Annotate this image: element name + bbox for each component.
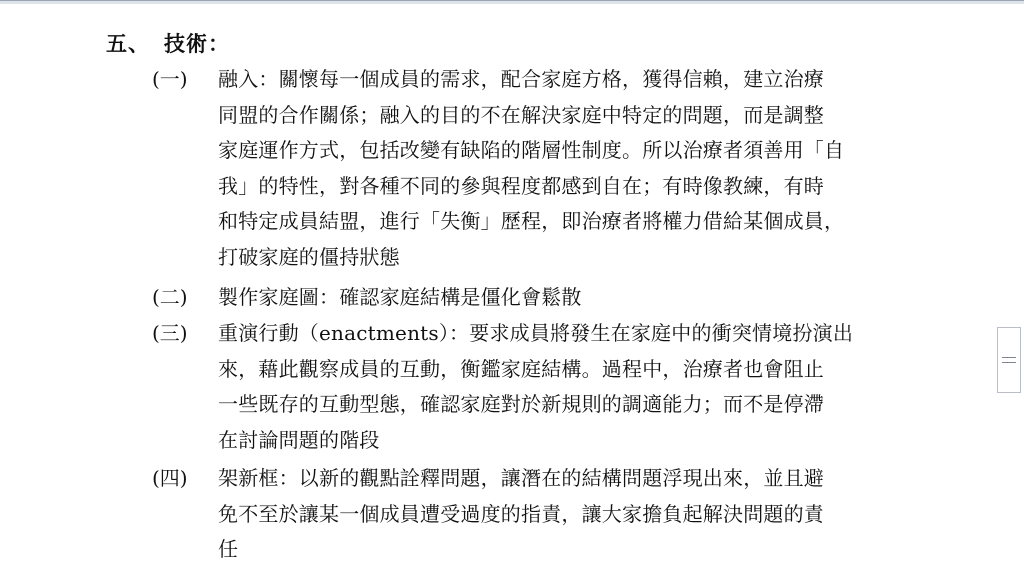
paragraph-line: 同盟的合作關係；融入的目的不在解決家庭中特定的問題，而是調整	[218, 102, 824, 127]
paragraph-line: 來，藉此觀察成員的互動，衡鑑家庭結構。過程中，治療者也會阻止	[218, 356, 824, 381]
list-marker: (二)	[152, 285, 188, 309]
paragraph-line: 一些既存的互動型態，確認家庭對於新規則的調適能力；而不是停滯	[218, 392, 824, 417]
menu-line-icon	[1002, 357, 1016, 358]
paragraph-line: 我」的特性，對各種不同的參與程度都感到自在；有時像教練，有時	[218, 173, 824, 198]
paragraph-line: 和特定成員結盟，進行「失衡」歷程，即治療者將權力借給某個成員，	[218, 209, 845, 234]
section-number: 五、	[106, 31, 150, 56]
paragraph-line: 打破家庭的僵持狀態	[218, 245, 400, 269]
paragraph-line: 家庭運作方式，包括改變有缺陷的階層性制度。所以治療者須善用「自	[218, 138, 845, 163]
paragraph-line: 在討論問題的階段	[218, 427, 380, 452]
paragraph-line: 重演行動（enactments）：要求成員將發生在家庭中的衝突情境扮演出	[218, 321, 854, 345]
menu-line-icon	[1002, 362, 1016, 363]
paragraph-line: 任	[218, 537, 239, 562]
list-marker: (四)	[152, 466, 188, 490]
top-border-line	[0, 0, 1024, 1]
paragraph-line: 免不至於讓某一個成員遭受過度的指責，讓大家擔負起解決問題的責	[218, 501, 824, 526]
section-title: 技術：	[164, 31, 230, 56]
list-marker: (三)	[152, 321, 188, 345]
paragraph-line: 架新框：以新的觀點詮釋問題，讓潛在的結構問題浮現出來，並且避	[218, 466, 824, 490]
paragraph-line: 融入：關懷每一個成員的需求，配合家庭方格，獲得信賴，建立治療	[218, 67, 824, 91]
paragraph-line: 製作家庭圖：確認家庭結構是僵化會鬆散	[218, 285, 582, 309]
list-marker: (一)	[152, 67, 188, 91]
page-nav-toggle[interactable]	[997, 327, 1021, 393]
section-heading	[106, 28, 230, 58]
